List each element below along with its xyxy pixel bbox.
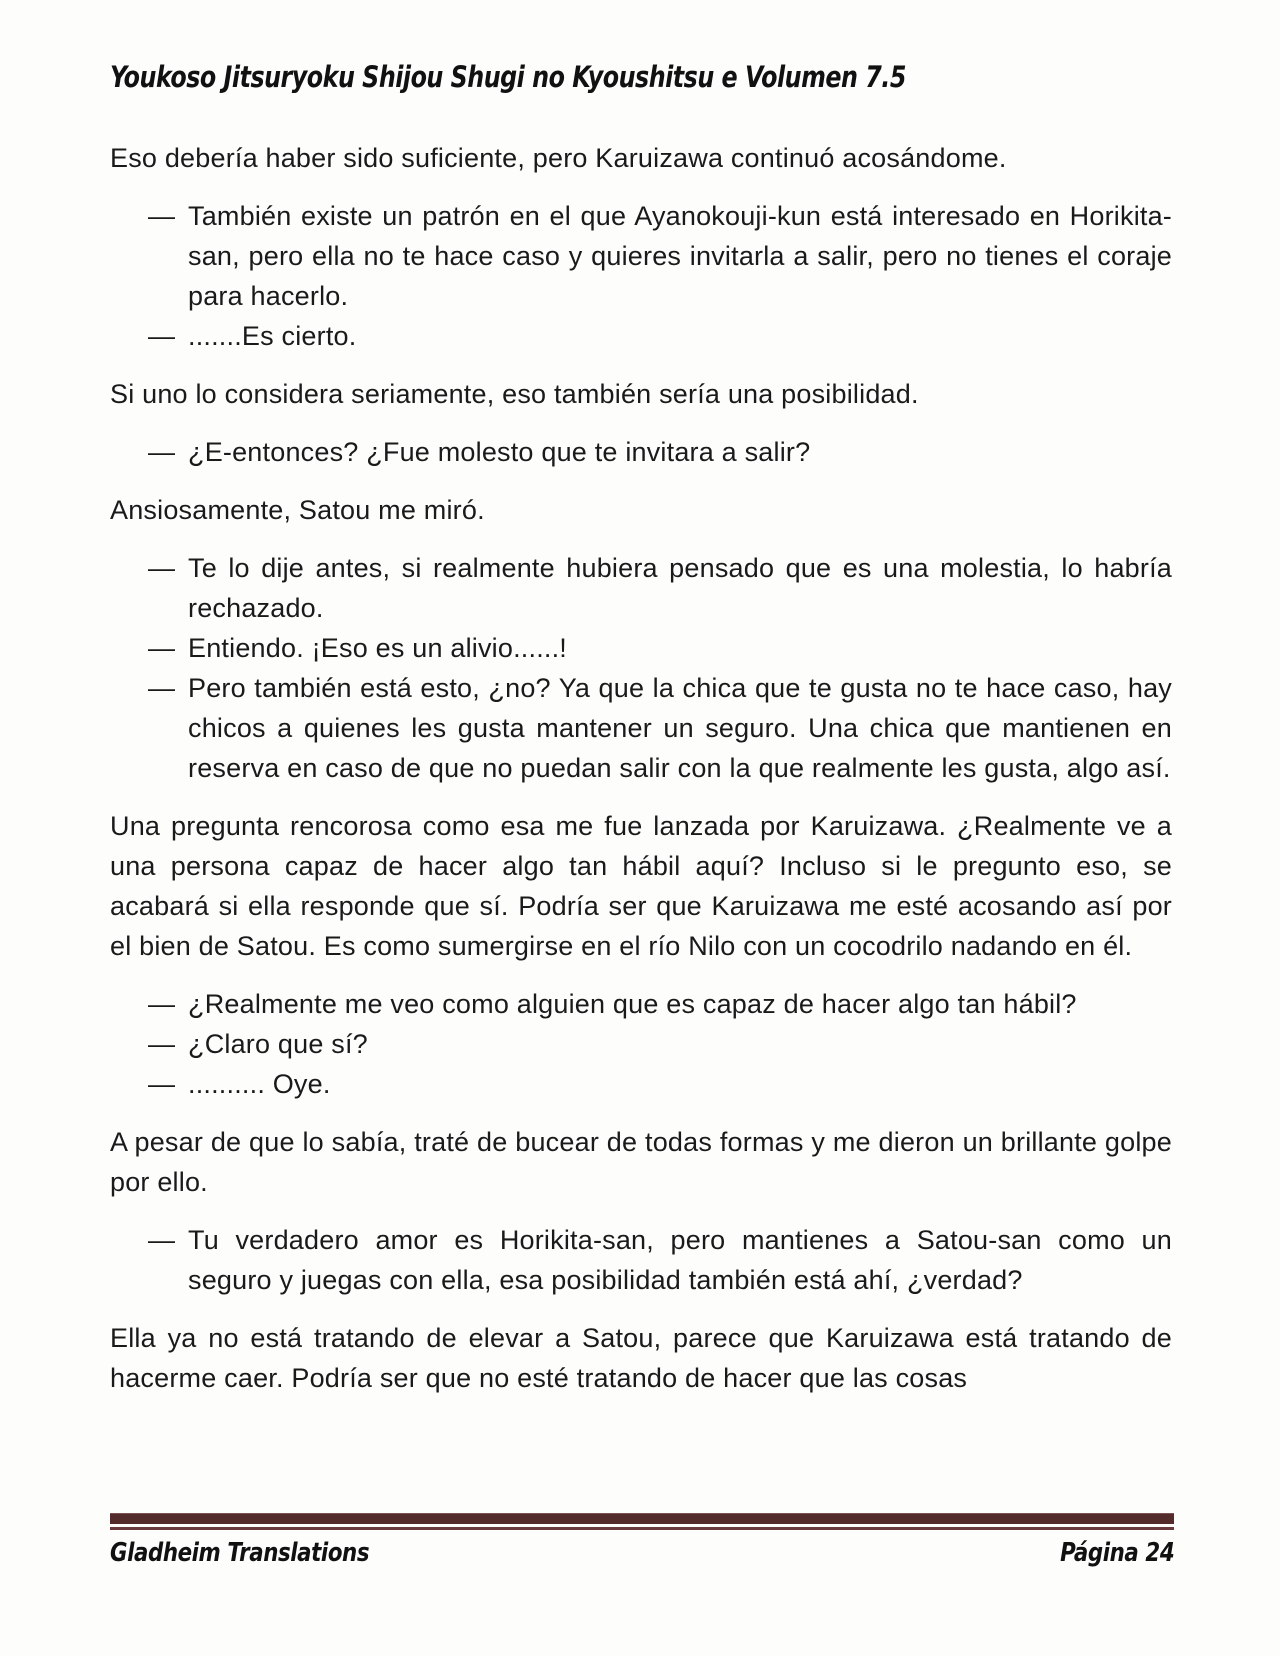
dialogue-line <box>110 196 1172 316</box>
dialogue-group <box>110 548 1172 788</box>
paragraph: Una pregunta rencorosa como esa me fue lanzada por Karuizawa. ¿Realmente ve a una persona capaz de hacer algo tan hábil aquí? Incluso si le pregunto eso, se acabará si ella responde que sí. Podría ser que Karuizawa me esté acosando así por el bien de Satou. Es como sumergirse en el río Nilo con un cocodrilo nadando en él. <box>110 811 1172 961</box>
em-dash: — <box>148 1029 176 1059</box>
dialogue-text: Pero también está esto, ¿no? Ya que la chica que te gusta no te hace caso, hay chicos a quienes les gusta mantener un seguro. Una chica que mantienen en reserva en caso de que no puedan salir con la que realmente les gusta, algo así. <box>188 673 1172 783</box>
dialogue-text: ¿Claro que sí? <box>188 1029 368 1059</box>
footer-rule-thin <box>110 1527 1174 1530</box>
page-footer <box>110 1513 1174 1568</box>
em-dash: — <box>148 633 176 663</box>
dialogue-text: .......... Oye. <box>188 1069 331 1099</box>
dialogue-group <box>110 196 1172 356</box>
paragraph: Si uno lo considera seriamente, eso también sería una posibilidad. <box>110 379 919 409</box>
page-body <box>110 138 1172 1416</box>
dialogue-text: Te lo dije antes, si realmente hubiera pensado que es una molestia, lo habría rechazado. <box>188 553 1172 623</box>
dialogue-line <box>110 668 1172 788</box>
dialogue-line <box>110 628 1172 668</box>
em-dash: — <box>148 989 176 1019</box>
dialogue-line <box>110 984 1172 1024</box>
em-dash: — <box>148 1225 176 1255</box>
paragraph: Eso debería haber sido suficiente, pero Karuizawa continuó acosándome. <box>110 143 1007 173</box>
footer-rule-thick <box>110 1513 1174 1524</box>
footer-rule <box>110 1513 1174 1530</box>
dialogue-text: También existe un patrón en el que Ayanokouji-kun está interesado en Horikita-san, pero ella no te hace caso y quieres invitarla a salir, pero no tienes el coraje para hacerlo. <box>188 201 1172 311</box>
dialogue-line <box>110 432 1172 472</box>
header-title: Youkoso Jitsuryoku Shijou Shugi no Kyoushitsu e Volumen 7.5 <box>110 60 906 94</box>
dialogue-text: .......Es cierto. <box>188 321 357 351</box>
paragraph: Ella ya no está tratando de elevar a Satou, parece que Karuizawa está tratando de hacerme caer. Podría ser que no esté tratando de hacer que las cosas <box>110 1323 1172 1393</box>
page-header <box>110 60 1174 94</box>
em-dash: — <box>148 553 176 583</box>
dialogue-text: Entiendo. ¡Eso es un alivio......! <box>188 633 567 663</box>
dialogue-group <box>110 984 1172 1104</box>
dialogue-group <box>110 1220 1172 1300</box>
dialogue-line <box>110 1024 1172 1064</box>
footer-page-number: Página 24 <box>1059 1538 1174 1568</box>
paragraph: Ansiosamente, Satou me miró. <box>110 495 485 525</box>
dialogue-line <box>110 548 1172 628</box>
footer-row <box>110 1538 1174 1568</box>
dialogue-text: ¿Realmente me veo como alguien que es capaz de hacer algo tan hábil? <box>188 989 1077 1019</box>
dialogue-group <box>110 432 1172 472</box>
em-dash: — <box>148 673 176 703</box>
em-dash: — <box>148 437 176 467</box>
dialogue-line <box>110 1064 1172 1104</box>
em-dash: — <box>148 1069 176 1099</box>
em-dash: — <box>148 201 176 231</box>
dialogue-line <box>110 1220 1172 1300</box>
dialogue-line <box>110 316 1172 356</box>
dialogue-text: ¿E-entonces? ¿Fue molesto que te invitara a salir? <box>188 437 811 467</box>
footer-translator: Gladheim Translations <box>110 1538 370 1568</box>
dialogue-text: Tu verdadero amor es Horikita-san, pero mantienes a Satou-san como un seguro y juegas con ella, esa posibilidad también está ahí, ¿verdad? <box>188 1225 1172 1295</box>
em-dash: — <box>148 321 176 351</box>
paragraph: A pesar de que lo sabía, traté de bucear de todas formas y me dieron un brillante golpe por ello. <box>110 1127 1172 1197</box>
